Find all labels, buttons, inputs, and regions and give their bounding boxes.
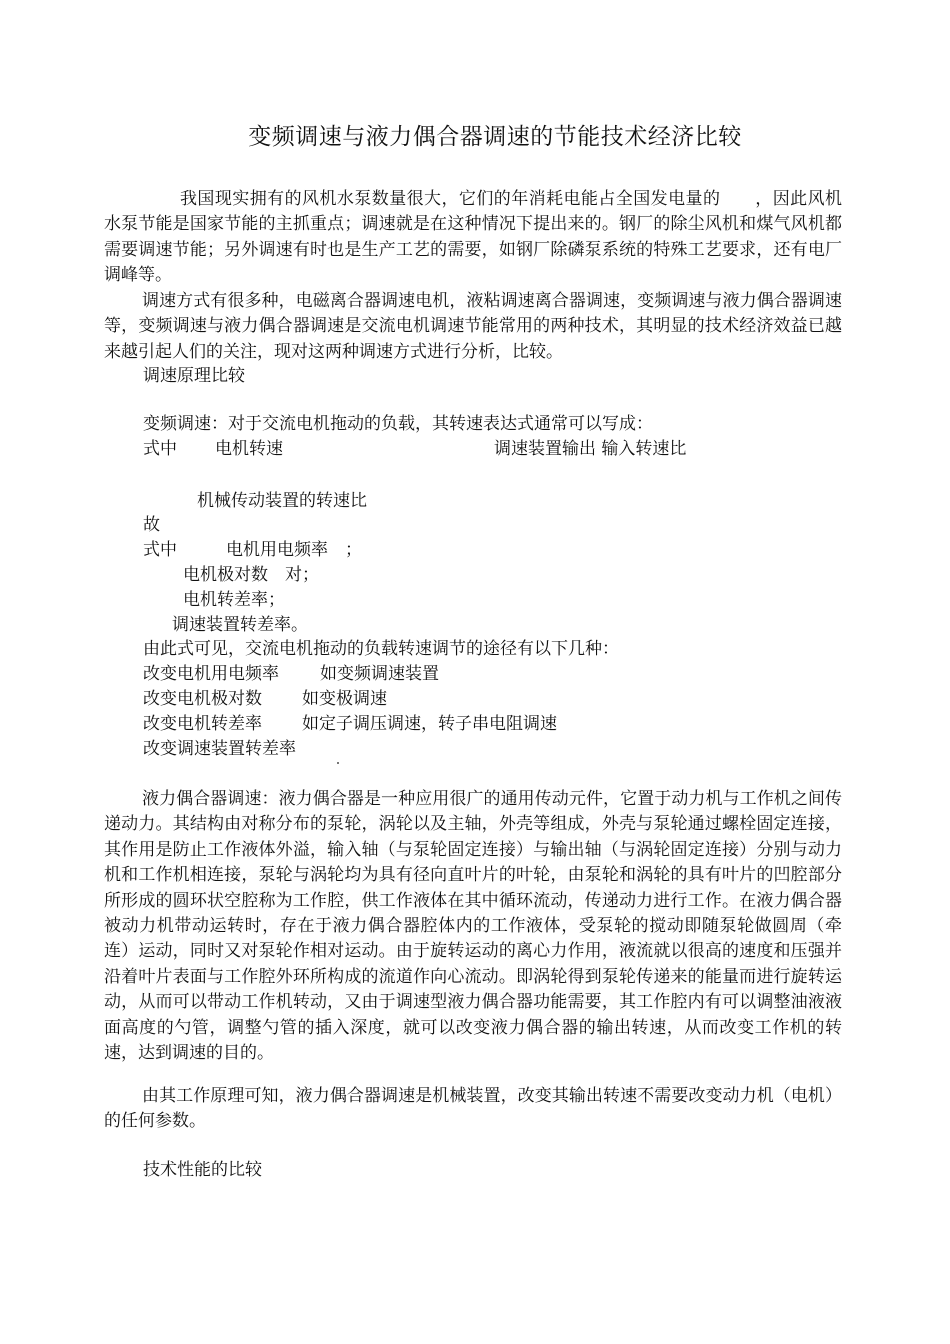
therefore-text: 故 xyxy=(143,515,160,535)
intro-paragraph-2: 调速方式有很多种，电磁离合器调速电机，液粘调速离合器调速，变频调速与液力偶合器调速等，变频调速与液力偶合器调速是交流电机调速节能常用的两种技术，其明显的技术经济效益已越来越引起人们的关注，现对这两种调速方式进行分析，比较。 xyxy=(104,291,842,362)
vfd-intro-text: 变频调速：对于交流电机拖动的负载，其转速表达式通常可以写成： xyxy=(143,414,653,434)
section-heading-performance: 技术性能的比较 xyxy=(143,1160,262,1180)
way-4-left: 改变调速装置转差率 xyxy=(143,739,296,759)
way-2-left: 改变电机极对数 xyxy=(143,689,262,709)
conclusion-text: 由此式可见，交流电机拖动的负载转速调节的途径有以下几种： xyxy=(143,639,619,659)
where2-frequency: 电机用电频率 ； xyxy=(226,540,362,560)
intro-paragraph-1: 我国现实拥有的风机水泵数量很大，它们的年消耗电能占全国发电量的 ，因此风机水泵节能是国家节能的主抓重点；调速就是在这种情况下提出来的。钢厂的除尘风机和煤气风机都需要调速节能；另外调速有时也是生产工艺的需要，如钢厂除磷泵系统的特殊工艺要求，还有电厂调峰等。 xyxy=(104,189,842,286)
way-2-right: 如变极调速 xyxy=(302,689,387,709)
slip-text: 电机转差率； xyxy=(183,590,285,610)
way-3-left: 改变电机转差率 xyxy=(143,714,262,734)
way-1-left: 改变电机用电频率 xyxy=(143,664,279,684)
coupling-paragraph: 液力偶合器调速：液力偶合器是一种应用很广的通用传动元件，它置于动力机与工作机之间传递动力。其结构由对称分布的泵轮，涡轮以及主轴，外壳等组成，外壳与泵轮通过螺栓固定连接，其作用是防止工作液体外溢，输入轴（与泵轮固定连接）与输出轴（与涡轮固定连接）分别与动力机和工作机相连接，泵轮与涡轮均为具有径向直叶片的叶轮，由泵轮和涡轮的具有叶片的凹腔部分所形成的圆环状空腔称为工作腔，供工作液体在其中循环流动，传递动力进行工作。在液力偶合器被动力机带动运转时，存在于液力偶合器腔体内的工作液体，受泵轮的搅动即随泵轮做圆周（牵连）运动，同时又对泵轮作相对运动。由于旋转运动的离心力作用，液流就以很高的速度和压强并沿着叶片表面与工作腔外环所构成的流道作向心流动。即涡轮得到泵轮传递来的能量而进行旋转运动，从而可以带动工作机转动，又由于调速型液力偶合器功能需要，其工作腔内有可以调整油液液面高度的勺管，调整勺管的插入深度，就可以改变液力偶合器的输出转速，从而改变工作机的转速，达到调速的目的。 xyxy=(104,789,842,1064)
stray-mark xyxy=(337,762,339,764)
formula-where-motor-speed: 电机转速 xyxy=(215,439,283,459)
way-1-right: 如变频调速装置 xyxy=(320,664,439,684)
formula-where-label: 式中 xyxy=(143,439,177,459)
device-slip-text: 调速装置转差率。 xyxy=(172,615,308,635)
formula-where-device-ratio: 调速装置输出 输入转速比 xyxy=(494,439,687,459)
pole-pairs-text: 电机极对数 对； xyxy=(183,565,319,585)
way-3-right: 如定子调压调速，转子串电阻调速 xyxy=(302,714,557,734)
document-title: 变频调速与液力偶合器调速的节能技术经济比较 xyxy=(248,124,742,150)
where2-label: 式中 xyxy=(143,540,177,560)
mechanical-ratio-text: 机械传动装置的转速比 xyxy=(197,491,367,511)
section-heading-principle: 调速原理比较 xyxy=(143,366,245,386)
coupling-conclusion-paragraph: 由其工作原理可知，液力偶合器调速是机械装置，改变其输出转速不需要改变动力机（电机）的任何参数。 xyxy=(104,1086,842,1132)
